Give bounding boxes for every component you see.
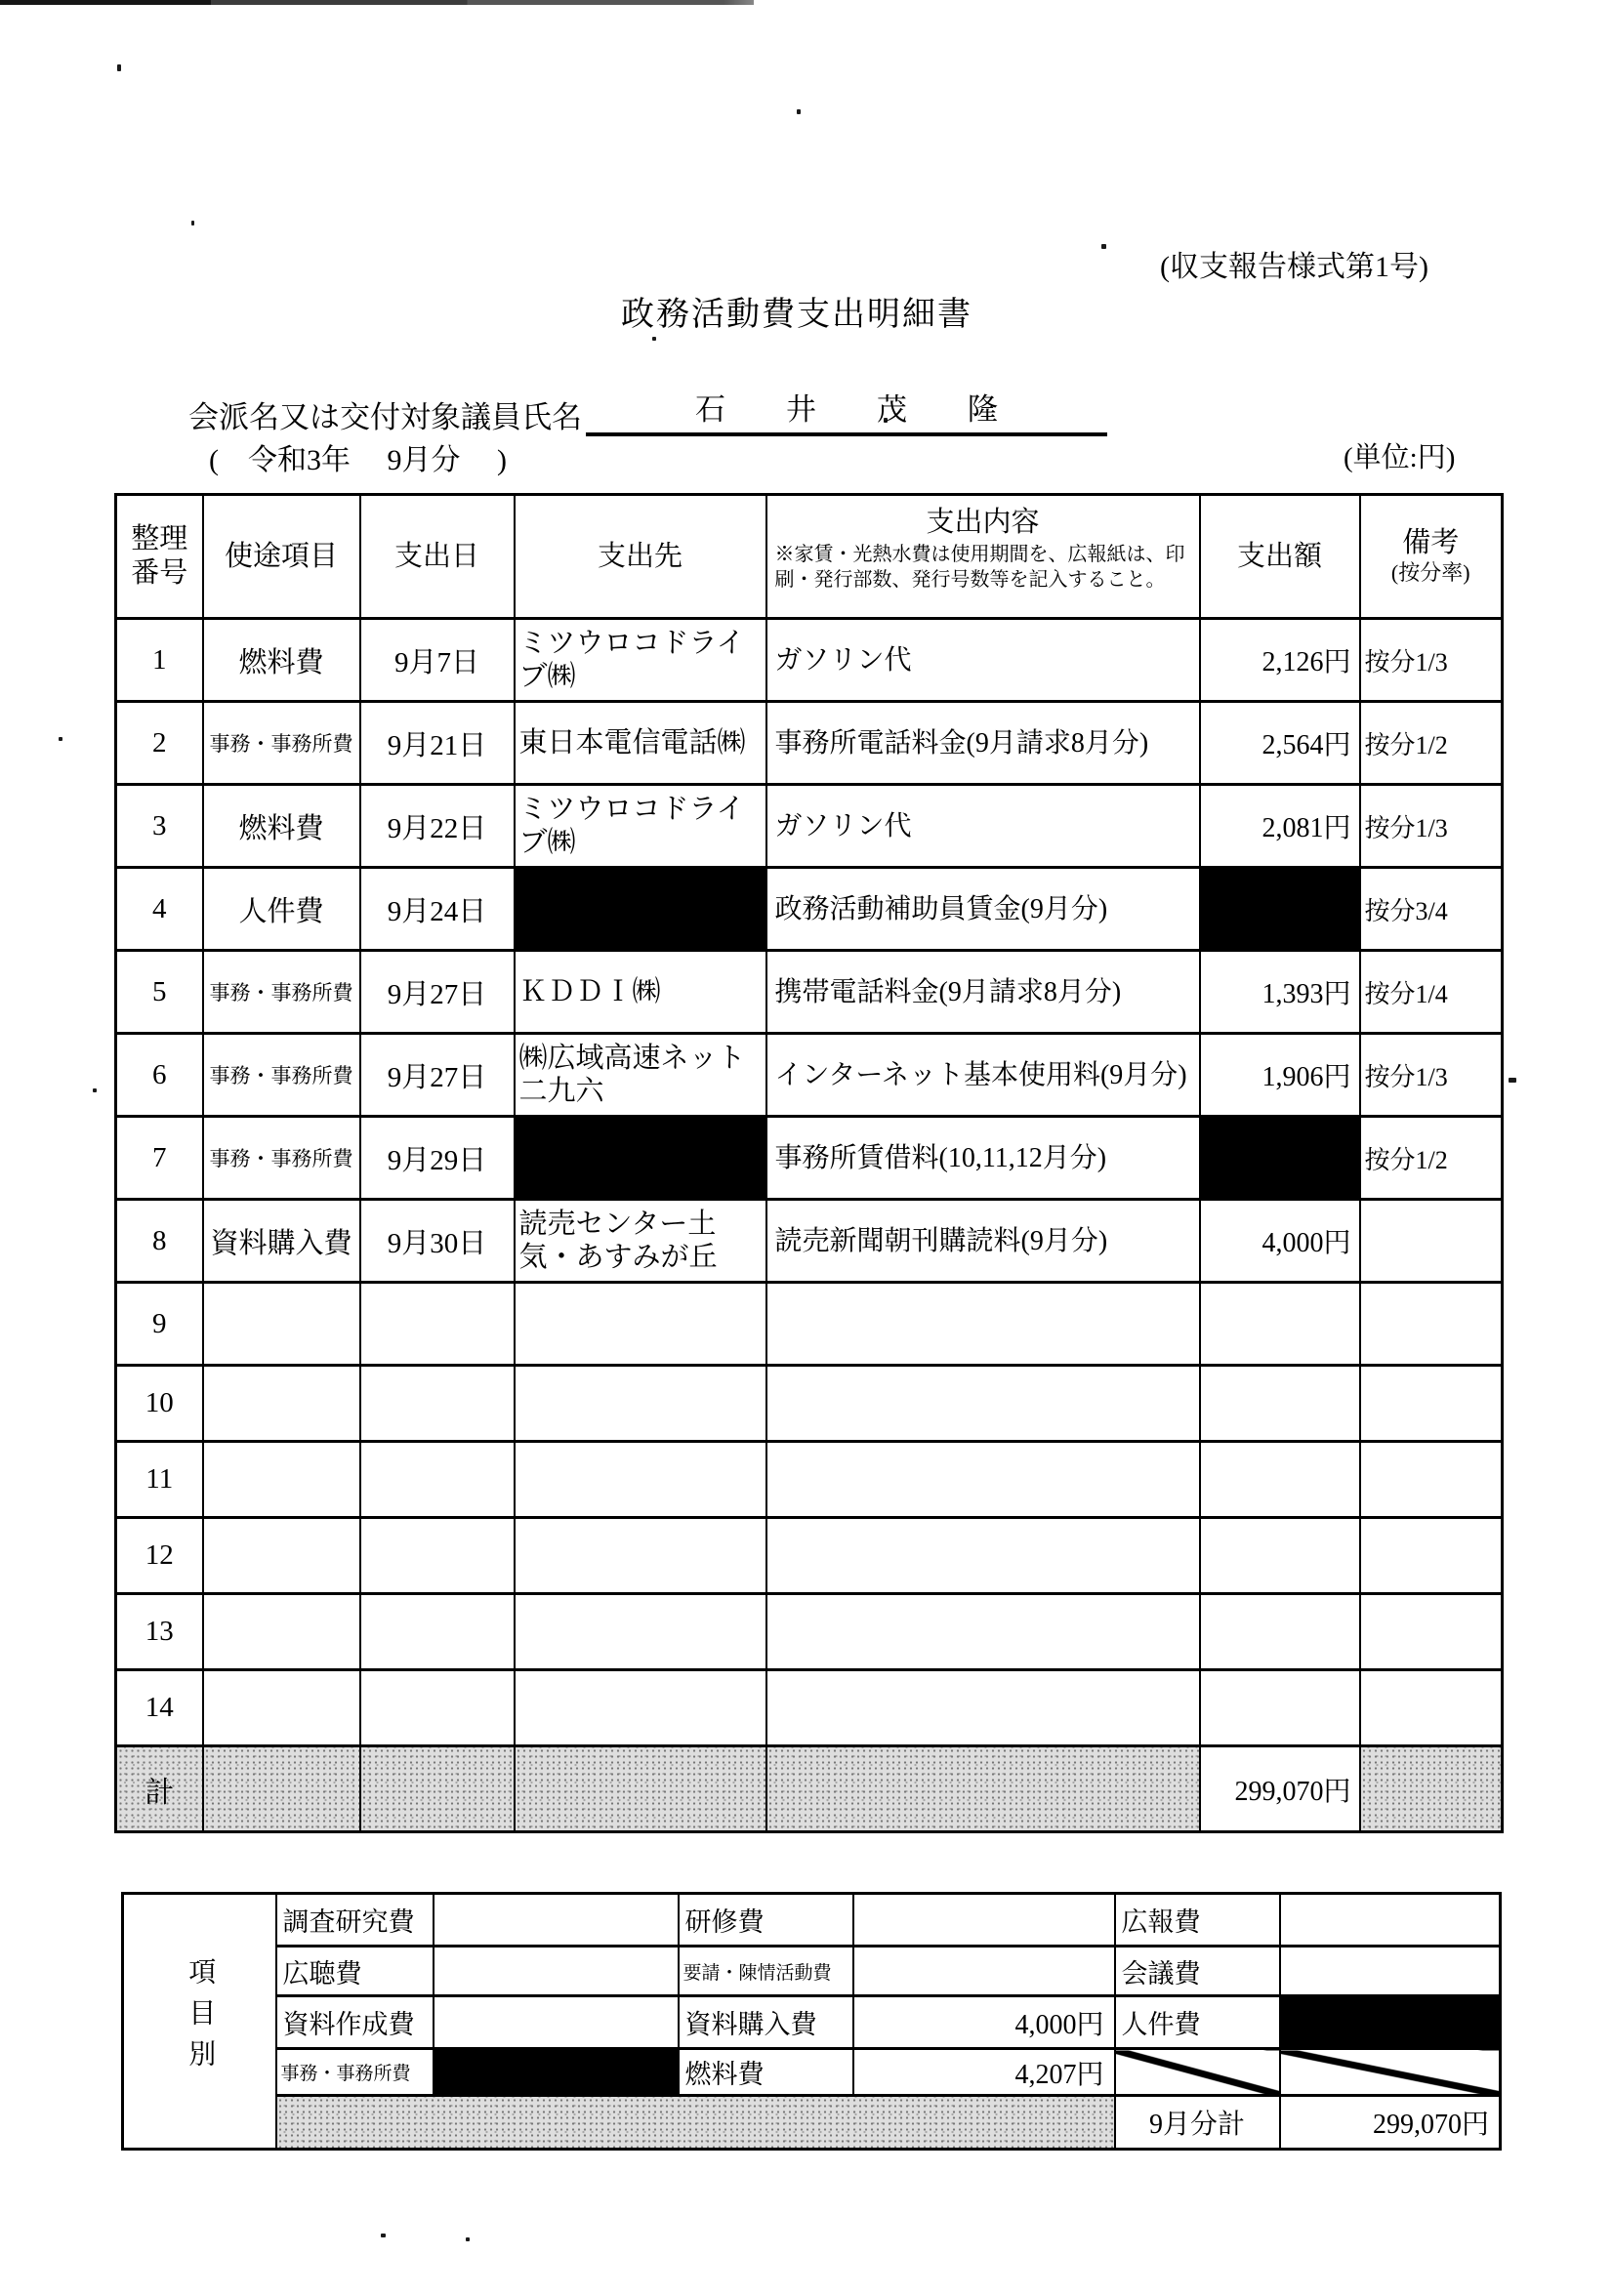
diagonal-strikeout-cell: [1280, 2049, 1501, 2096]
redacted-amount-cell: [1200, 1117, 1360, 1200]
hatched-cell: [360, 1746, 515, 1832]
summary-row: [123, 1894, 1501, 1947]
cell-note: 按分1/2: [1360, 1117, 1503, 1200]
summary-value: [853, 1947, 1115, 1996]
redacted-summary-value-cell: [1280, 1996, 1501, 2049]
cell-description: ガソリン代: [766, 785, 1200, 868]
cell-description: 読売新聞朝刊購読料(9月分): [766, 1200, 1200, 1283]
form-number-note: (収支報告様式第1号): [1160, 251, 1428, 283]
cell-description: 事務所電話料金(9月請求8月分): [766, 702, 1200, 785]
cell-amount: [1200, 1594, 1360, 1670]
cell-category: 事務・事務所費: [203, 702, 360, 785]
cell-amount: 1,906円: [1200, 1034, 1360, 1117]
cell-amount: 2,564円: [1200, 702, 1360, 785]
cell-payee: 東日本電信電話㈱: [515, 702, 766, 785]
scan-speck: [191, 221, 194, 226]
cell-payee: [515, 1283, 766, 1366]
cell-payee: ＫＤＤＩ㈱: [515, 951, 766, 1034]
summary-category: 資料作成費: [276, 1996, 434, 2049]
table-header-row: [116, 495, 1503, 619]
summary-value: 4,207円: [853, 2049, 1115, 2096]
cell-amount: 1,393円: [1200, 951, 1360, 1034]
scan-speck: [466, 2237, 470, 2241]
scan-speck: [1509, 1078, 1516, 1083]
cell-no: 3: [116, 785, 203, 868]
table-row: [116, 1670, 1503, 1746]
cell-note: [1360, 1283, 1503, 1366]
summary-category: 資料購入費: [679, 1996, 853, 2049]
total-label-cell: 計: [116, 1746, 203, 1832]
header-detail-title: 支出内容: [926, 507, 1040, 538]
report-period: ( 令和3年 9月分 ): [209, 444, 507, 476]
total-amount-cell: 299,070円: [1200, 1746, 1360, 1832]
summary-value: [434, 1996, 679, 2049]
cell-note: 按分1/4: [1360, 951, 1503, 1034]
scan-speck: [1101, 244, 1106, 249]
cell-no: 14: [116, 1670, 203, 1746]
summary-side-label: 項目別: [185, 1957, 216, 2080]
summary-value: 4,000円: [853, 1996, 1115, 2049]
header-remarks-title: 備考: [1402, 527, 1460, 559]
diagonal-strikeout-cell: [1115, 2049, 1280, 2096]
cell-no: 7: [116, 1117, 203, 1200]
expense-table: [114, 493, 1504, 1833]
summary-row: [123, 1947, 1501, 1996]
cell-payee: 読売センター土気・あすみが丘: [515, 1200, 766, 1283]
unit-note: (単位:円): [1344, 442, 1456, 473]
cell-no: 12: [116, 1518, 203, 1594]
cell-amount: [1200, 1366, 1360, 1442]
cell-note: [1360, 1670, 1503, 1746]
cell-date: [360, 1283, 515, 1366]
member-name-line: [188, 385, 1107, 436]
cell-no: 4: [116, 868, 203, 951]
cell-amount: [1200, 1518, 1360, 1594]
cell-payee: [515, 1670, 766, 1746]
header-detail-note: ※家賃・光熱水費は使用期間を、広報紙は、印刷・発行部数、発行号数等を記入すること。: [774, 544, 1185, 591]
cell-note: [1360, 1366, 1503, 1442]
table-row: [116, 1283, 1503, 1366]
cell-note: [1360, 1594, 1503, 1670]
cell-date: 9月24日: [360, 868, 515, 951]
cell-payee: ミツウロコドライブ㈱: [515, 785, 766, 868]
redacted-payee-cell: [515, 1117, 766, 1200]
cell-category: 燃料費: [203, 619, 360, 702]
summary-category: 研修費: [679, 1894, 853, 1947]
scan-speck: [59, 737, 62, 741]
cell-date: [360, 1594, 515, 1670]
cell-category: 事務・事務所費: [203, 1117, 360, 1200]
cell-date: 9月27日: [360, 1034, 515, 1117]
summary-category: 燃料費: [679, 2049, 853, 2096]
cell-date: 9月7日: [360, 619, 515, 702]
redacted-amount-cell: [1200, 868, 1360, 951]
cell-no: 9: [116, 1283, 203, 1366]
cell-payee: [515, 1594, 766, 1670]
table-row: [116, 1117, 1503, 1200]
cell-category: 事務・事務所費: [203, 1034, 360, 1117]
cell-note: [1360, 1518, 1503, 1594]
header-date: 支出日: [360, 495, 515, 619]
cell-amount: [1200, 1670, 1360, 1746]
cell-date: [360, 1442, 515, 1518]
cell-no: 5: [116, 951, 203, 1034]
cell-payee: ㈱広域高速ネット二九六: [515, 1034, 766, 1117]
header-category: 使途項目: [203, 495, 360, 619]
cell-note: [1360, 1200, 1503, 1283]
header-payee: 支出先: [515, 495, 766, 619]
cell-category: [203, 1442, 360, 1518]
cell-description: 政務活動補助員賃金(9月分): [766, 868, 1200, 951]
summary-value: [1280, 1894, 1501, 1947]
summary-category: 要請・陳情活動費: [679, 1947, 853, 1996]
redacted-payee-cell: [515, 868, 766, 951]
table-row: [116, 951, 1503, 1034]
summary-total-row: [123, 2096, 1501, 2150]
header-remarks: [1360, 495, 1503, 619]
cell-note: [1360, 1442, 1503, 1518]
redacted-summary-value-cell: [434, 2049, 679, 2096]
cell-description: [766, 1442, 1200, 1518]
cell-description: [766, 1670, 1200, 1746]
cell-amount: [1200, 1283, 1360, 1366]
scan-edge-artifact: [0, 0, 754, 5]
member-name-label: 会派名又は交付対象議員氏名: [188, 400, 582, 434]
cell-note: 按分1/3: [1360, 619, 1503, 702]
table-row: [116, 785, 1503, 868]
header-detail: [766, 495, 1200, 619]
hatched-cell: [276, 2096, 1115, 2150]
cell-amount: [1200, 1442, 1360, 1518]
summary-row: [123, 2049, 1501, 2096]
table-row: [116, 1200, 1503, 1283]
cell-category: [203, 1670, 360, 1746]
cell-no: 1: [116, 619, 203, 702]
cell-category: 事務・事務所費: [203, 951, 360, 1034]
cell-date: [360, 1366, 515, 1442]
cell-no: 6: [116, 1034, 203, 1117]
header-no: 整理番号: [116, 495, 203, 619]
cell-date: [360, 1518, 515, 1594]
hatched-cell: [1360, 1746, 1503, 1832]
cell-payee: ミツウロコドライブ㈱: [515, 619, 766, 702]
cell-date: 9月22日: [360, 785, 515, 868]
cell-note: 按分1/3: [1360, 785, 1503, 868]
summary-side-label-cell: [123, 1894, 276, 2150]
summary-category: 人件費: [1115, 1996, 1280, 2049]
cell-description: [766, 1283, 1200, 1366]
cell-no: 8: [116, 1200, 203, 1283]
summary-category: 調査研究費: [276, 1894, 434, 1947]
cell-category: 資料購入費: [203, 1200, 360, 1283]
cell-category: 人件費: [203, 868, 360, 951]
cell-category: 燃料費: [203, 785, 360, 868]
cell-date: 9月27日: [360, 951, 515, 1034]
cell-category: [203, 1518, 360, 1594]
summary-category: 広聴費: [276, 1947, 434, 1996]
hatched-cell: [766, 1746, 1200, 1832]
header-remarks-sub: (按分率): [1390, 560, 1470, 586]
cell-payee: [515, 1518, 766, 1594]
cell-amount: 2,126円: [1200, 619, 1360, 702]
cell-date: 9月30日: [360, 1200, 515, 1283]
summary-value: [434, 1947, 679, 1996]
scan-speck: [652, 337, 656, 341]
summary-category: 事務・事務所費: [276, 2049, 434, 2096]
cell-date: 9月21日: [360, 702, 515, 785]
cell-date: [360, 1670, 515, 1746]
cell-description: [766, 1366, 1200, 1442]
cell-description: [766, 1594, 1200, 1670]
summary-total-label: 9月分計: [1115, 2096, 1280, 2150]
table-row: [116, 619, 1503, 702]
table-row: [116, 1366, 1503, 1442]
cell-no: 11: [116, 1442, 203, 1518]
cell-amount: 2,081円: [1200, 785, 1360, 868]
cell-category: [203, 1366, 360, 1442]
cell-payee: [515, 1366, 766, 1442]
cell-description: [766, 1518, 1200, 1594]
cell-note: 按分1/2: [1360, 702, 1503, 785]
table-row: [116, 702, 1503, 785]
scan-speck: [93, 1088, 97, 1092]
summary-category: 会議費: [1115, 1947, 1280, 1996]
hatched-cell: [203, 1746, 360, 1832]
cell-description: 事務所賃借料(10,11,12月分): [766, 1117, 1200, 1200]
cell-no: 2: [116, 702, 203, 785]
category-summary-table: [121, 1892, 1502, 2151]
page-title: 政務活動費支出明細書: [621, 297, 972, 333]
cell-date: 9月29日: [360, 1117, 515, 1200]
cell-note: 按分3/4: [1360, 868, 1503, 951]
cell-description: 携帯電話料金(9月請求8月分): [766, 951, 1200, 1034]
cell-no: 13: [116, 1594, 203, 1670]
scan-speck: [117, 64, 121, 71]
table-total-row: [116, 1746, 1503, 1832]
table-row: [116, 1518, 1503, 1594]
cell-no: 10: [116, 1366, 203, 1442]
hatched-cell: [515, 1746, 766, 1832]
member-name-value: 石 井 茂 隆: [586, 385, 1107, 436]
table-row: [116, 1034, 1503, 1117]
summary-value: [434, 1894, 679, 1947]
summary-row: [123, 1996, 1501, 2049]
cell-note: 按分1/3: [1360, 1034, 1503, 1117]
table-row: [116, 868, 1503, 951]
summary-value: [1280, 1947, 1501, 1996]
cell-description: ガソリン代: [766, 619, 1200, 702]
scan-speck: [797, 109, 801, 114]
header-amount: 支出額: [1200, 495, 1360, 619]
cell-amount: 4,000円: [1200, 1200, 1360, 1283]
cell-category: [203, 1283, 360, 1366]
scan-speck: [381, 2234, 386, 2237]
cell-description: インターネット基本使用料(9月分): [766, 1034, 1200, 1117]
summary-total-value: 299,070円: [1280, 2096, 1501, 2150]
table-row: [116, 1594, 1503, 1670]
summary-category: 広報費: [1115, 1894, 1280, 1947]
cell-category: [203, 1594, 360, 1670]
summary-value: [853, 1894, 1115, 1947]
cell-payee: [515, 1442, 766, 1518]
table-row: [116, 1442, 1503, 1518]
